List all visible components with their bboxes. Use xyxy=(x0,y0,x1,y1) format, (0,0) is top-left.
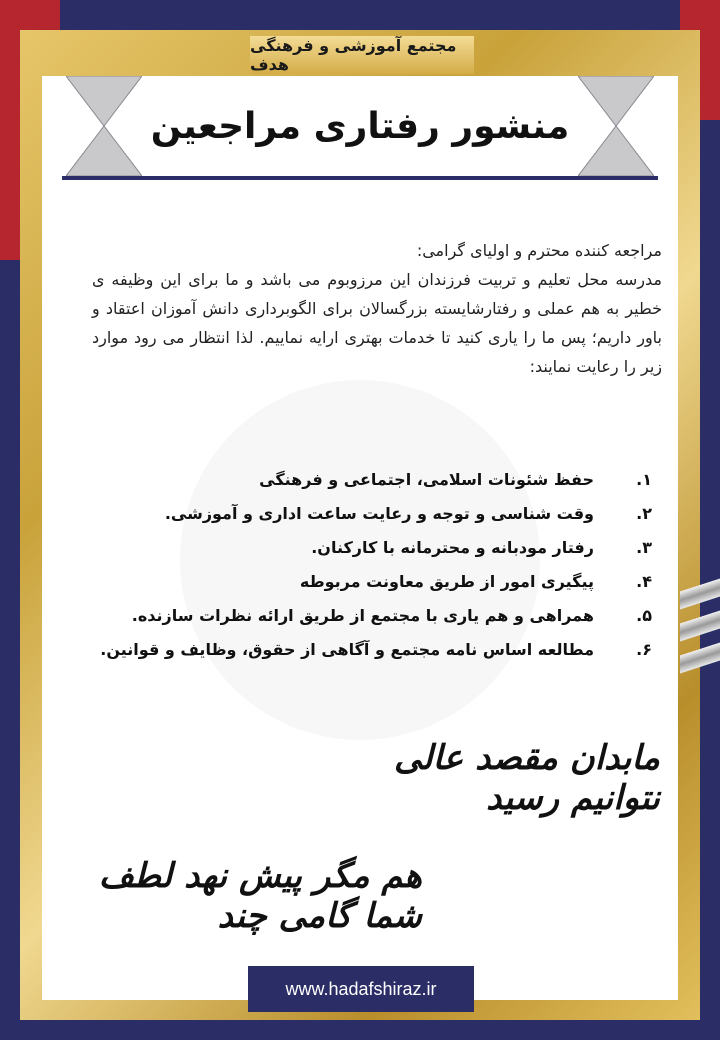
rule-item xyxy=(92,598,652,632)
rule-text: حفظ شئونات اسلامی، اجتماعی و فرهنگی xyxy=(259,469,594,489)
poem-line-2: هم مگر پیش نهد لطف شما گامی چند xyxy=(98,856,422,936)
rule-number: ۶. xyxy=(636,639,652,659)
page-title: منشور رفتاری مراجعین xyxy=(150,105,570,147)
intro-body: مدرسه محل تعلیم و تربیت فرزندان این مرزوبوم می باشد و ما برای این وظیفه ی خطیر به هم عملی و رفتارشایسته بزرگسالان برای الگوبرداری دانش آموزان اعتقاد و باور داریم؛ پس ما را یاری کنید تا خدمات بهتری ارایه نماییم. لذا انتظار می رود موارد زیر را رعایت نمایند: xyxy=(92,270,662,376)
rule-item xyxy=(92,530,652,564)
rule-text: همراهی و هم یاری با مجتمع از طریق ارائه نظرات سازنده. xyxy=(131,605,594,625)
silver-stripe xyxy=(680,611,720,642)
rules-list xyxy=(92,462,652,666)
rule-text: پیگیری امور از طریق معاونت مربوطه xyxy=(299,571,594,591)
rule-text: وقت شناسی و توجه و رعایت ساعت اداری و آموزشی. xyxy=(164,503,594,523)
hourglass-decoration-right xyxy=(578,76,654,176)
organization-tab xyxy=(250,36,474,74)
intro-text xyxy=(92,236,662,381)
hourglass-decoration-left xyxy=(66,76,142,176)
rule-item xyxy=(92,496,652,530)
silver-stripes-decoration xyxy=(680,585,720,695)
rule-item xyxy=(92,632,652,666)
rule-item xyxy=(92,564,652,598)
rule-number: ۱. xyxy=(636,469,652,489)
organization-name: مجتمع آموزشی و فرهنگی هدف xyxy=(250,36,457,74)
rule-number: ۳. xyxy=(636,537,652,557)
rule-number: ۵. xyxy=(636,605,652,625)
rule-text: مطالعه اساس نامه مجتمع و آگاهی از حقوق، وظایف و قوانین. xyxy=(100,639,594,659)
rule-number: ۴. xyxy=(636,571,652,591)
rule-text: رفتار مودبانه و محترمانه با کارکنان. xyxy=(311,537,594,557)
poem-line-1: مابدان مقصد عالی نتوانیم رسید xyxy=(393,738,660,818)
rule-item xyxy=(92,462,652,496)
footer-tab xyxy=(248,966,474,1012)
website-link[interactable]: www.hadafshiraz.ir xyxy=(285,978,437,999)
silver-stripe xyxy=(680,643,720,674)
intro-greeting: مراجعه کننده محترم و اولیای گرامی: xyxy=(416,241,662,260)
rule-number: ۲. xyxy=(636,503,652,523)
